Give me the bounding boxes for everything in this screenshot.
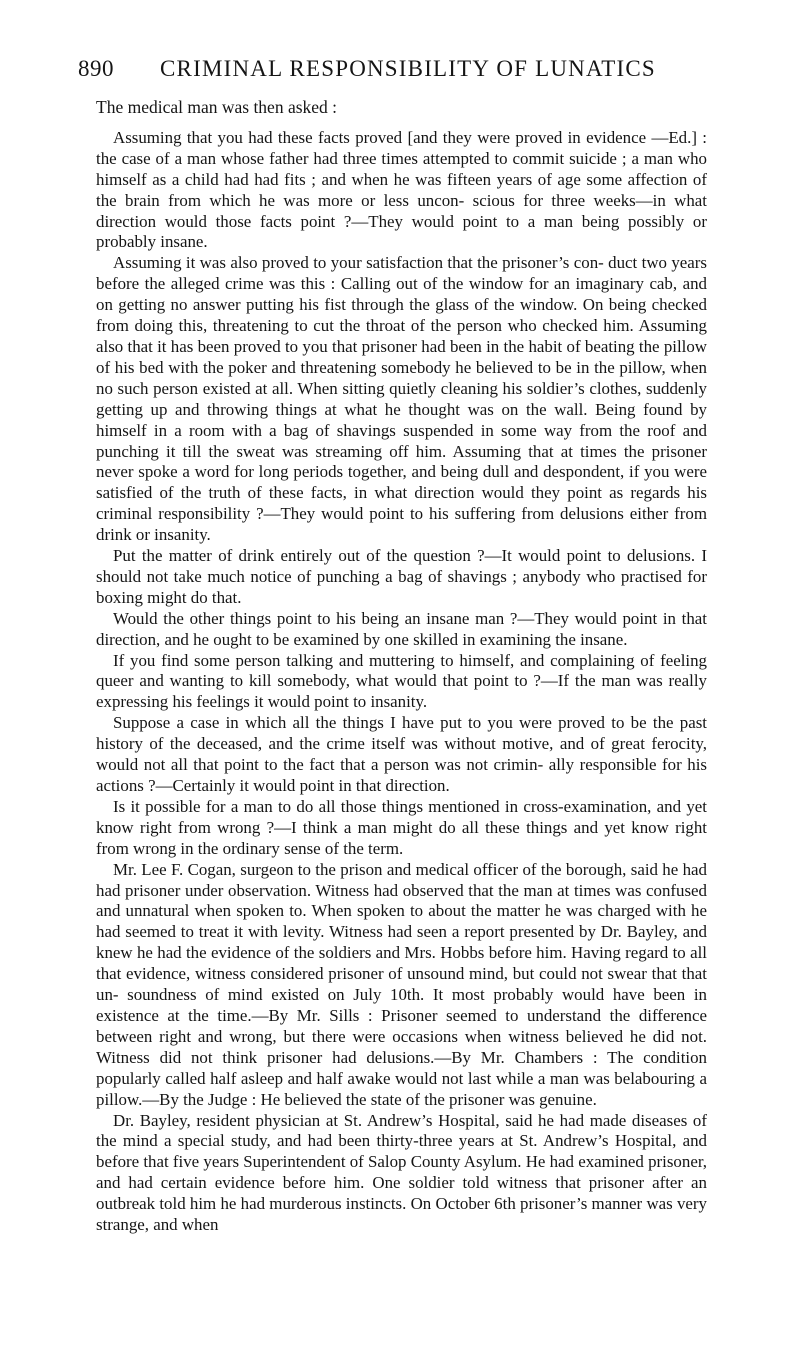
body-text xyxy=(96,97,707,1236)
paragraph: Assuming that you had these facts proved [and they were proved in evidence —Ed.] : the case of a man whose father had three times attempted to commit suicide ; a man who himself as a child had had fits ; and when he was fifteen years of age some affection of the brain from which he was more or less uncon- scious for three weeks—in what direction would those facts point ?—They would point to a man being possibly or probably insane. xyxy=(96,127,707,252)
paragraph: Suppose a case in which all the things I have put to you were proved to be the past history of the deceased, and the crime itself was without motive, and of great ferocity, would not all that point to the fact that a person was not crimin- ally responsible for his actions ?—Certainly it would point in that direction. xyxy=(96,713,707,795)
paragraph-intro: The medical man was then asked : xyxy=(96,97,338,117)
page-number: 890 xyxy=(78,56,114,81)
paragraph: Put the matter of drink entirely out of the question ?—It would point to delusions. I should not take much notice of punching a bag of shavings ; anybody who practised for boxing might do that. xyxy=(96,546,707,607)
paragraph: If you find some person talking and muttering to himself, and complaining of feeling queer and wanting to kill somebody, what would that point to ?—If the man was really expressing his feelings it would point to insanity. xyxy=(96,650,707,712)
paragraph: Is it possible for a man to do all those things mentioned in cross-examination, and yet know right from wrong ?—I think a man might do all these things and yet know right from wrong in the ordinary sense of the term. xyxy=(96,796,707,858)
paragraph: Would the other things point to his being an insane man ?—They would point in that direction, and he ought to be examined by one skilled in examining the insane. xyxy=(96,608,707,649)
paragraph: Assuming it was also proved to your satisfaction that the prisoner’s con- duct two years before the alleged crime was this : Calling out of the window for an imaginary cab, and on getting no answer putting his fist through the glass of the window. On being checked from doing this, threatening to cut the throat of the person who checked him. Assuming also that it has been proved to you that prisoner had been in the habit of beating the pillow of his bed with the poker and threatening somebody he believed to be in the pillow, when no such person existed at all. When sitting quietly cleaning his soldier’s clothes, suddenly getting up and throwing things at what he thought was on the wall. Being found by himself in a room with a bag of shavings suspended in some way from the roof and punching it till the sweat was streaming off him. Assuming that at times the prisoner never spoke a word for long periods together, and being dull and despondent, if you were satisfied of the truth of these facts, in what direction would they point as regards his criminal responsibility ?—They would point to his suffering from delusions either from drink or insanity. xyxy=(96,253,707,545)
running-head: CRIMINAL RESPONSIBILITY OF LUNATICS xyxy=(160,56,656,81)
paragraph: Mr. Lee F. Cogan, surgeon to the prison and medical officer of the borough, said he had had prisoner under observation. Witness had observed that the man at times was confused and unnatural when spoken to. When spoken to about the matter he was charged with he had seemed to treat it with levity. Witness had seen a report presented by Dr. Bayley, and knew he had the evidence of the soldiers and Mrs. Hobbs before him. Having regard to all that evidence, witness considered prisoner of unsound mind, but could not swear that that un- soundness of mind existed on July 10th. It most probably would have been in existence at the time.—By Mr. Sills : Prisoner seemed to understand the difference between right and wrong, but there were occasions when witness believed he did not. Witness did not think prisoner had delusions.—By Mr. Chambers : The condition popularly called half asleep and half awake would not last while a man was belabouring a pillow.—By the Judge : He believed the state of the prisoner was genuine. xyxy=(96,859,707,1109)
paragraph: Dr. Bayley, resident physician at St. Andrew’s Hospital, said he had made diseases of the mind a special study, and had been thirty-three years at St. Andrew’s Hospital, and before that five years Superintendent of Salop County Asylum. He had examined prisoner, and had certain evidence before him. One soldier told witness that prisoner after an outbreak told him he had murderous instincts. On October 6th prisoner’s manner was very strange, and when xyxy=(96,1110,707,1235)
page-header xyxy=(78,56,708,86)
